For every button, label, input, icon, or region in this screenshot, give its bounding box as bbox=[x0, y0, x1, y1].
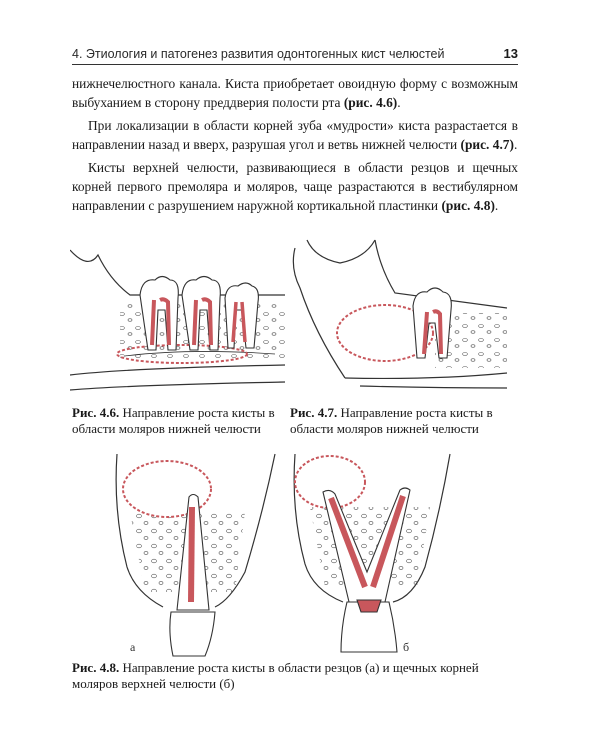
figure-4-6-caption bbox=[72, 405, 282, 437]
paragraph-3-end: . bbox=[494, 198, 499, 213]
figure-4-8-caption-text: Направление роста кисты в области резцов (а) и щечных корней моляров верхней челюсти (б) bbox=[72, 660, 479, 691]
figure-ref-4-6: (рис. 4.6) bbox=[343, 95, 398, 110]
figure-4-8-caption bbox=[72, 660, 518, 692]
figure-4-6-illustration bbox=[70, 240, 290, 400]
paragraph-1-text: нижнечелюстного канала. Киста приобретает овоидную форму с возможным выбуханием в сторону преддверия полости рта bbox=[72, 76, 518, 110]
chapter-title: 4. Этиология и патогенез развития одонтогенных кист челюстей bbox=[72, 47, 445, 61]
figure-4-6-label: Рис. 4.6. bbox=[72, 405, 120, 420]
figure-4-8-label: Рис. 4.8. bbox=[72, 660, 120, 675]
figure-4-8-sublabel-b: б bbox=[403, 640, 410, 654]
paragraph-3 bbox=[72, 158, 518, 215]
paragraph-1 bbox=[72, 74, 518, 112]
figure-4-7-caption bbox=[290, 405, 510, 437]
paragraph-2-end: . bbox=[513, 137, 518, 152]
figure-4-7-illustration bbox=[285, 238, 510, 398]
figure-4-8a-illustration bbox=[105, 452, 280, 657]
figure-4-7-label: Рис. 4.7. bbox=[290, 405, 338, 420]
paragraph-2 bbox=[72, 116, 518, 154]
figure-ref-4-8: (рис. 4.8) bbox=[441, 198, 495, 213]
running-header bbox=[72, 46, 518, 65]
figure-4-8b-illustration bbox=[285, 452, 460, 657]
body-text bbox=[72, 74, 518, 219]
paragraph-1-end: . bbox=[397, 95, 401, 110]
figure-4-6-caption-text: Направление роста кисты в области моляров нижней челюсти bbox=[72, 405, 275, 436]
paragraph-3-text: Кисты верхней челюсти, развивающиеся в области резцов и щечных корней первого премоляра и моляров, чаще разрастаются в вестибулярном направлении с разрушением наружной кортикальной пластинки bbox=[72, 160, 518, 213]
figure-4-7-caption-text: Направление роста кисты в области моляров нижней челюсти bbox=[290, 405, 493, 436]
figure-4-8-sublabel-a: а bbox=[130, 640, 136, 654]
page-number: 13 bbox=[503, 46, 518, 61]
figure-ref-4-7: (рис. 4.7) bbox=[460, 137, 514, 152]
paragraph-2-text: При локализации в области корней зуба «мудрости» киста разрастается в направлении назад и вверх, разрушая угол и ветвь нижней челюсти bbox=[72, 118, 518, 152]
